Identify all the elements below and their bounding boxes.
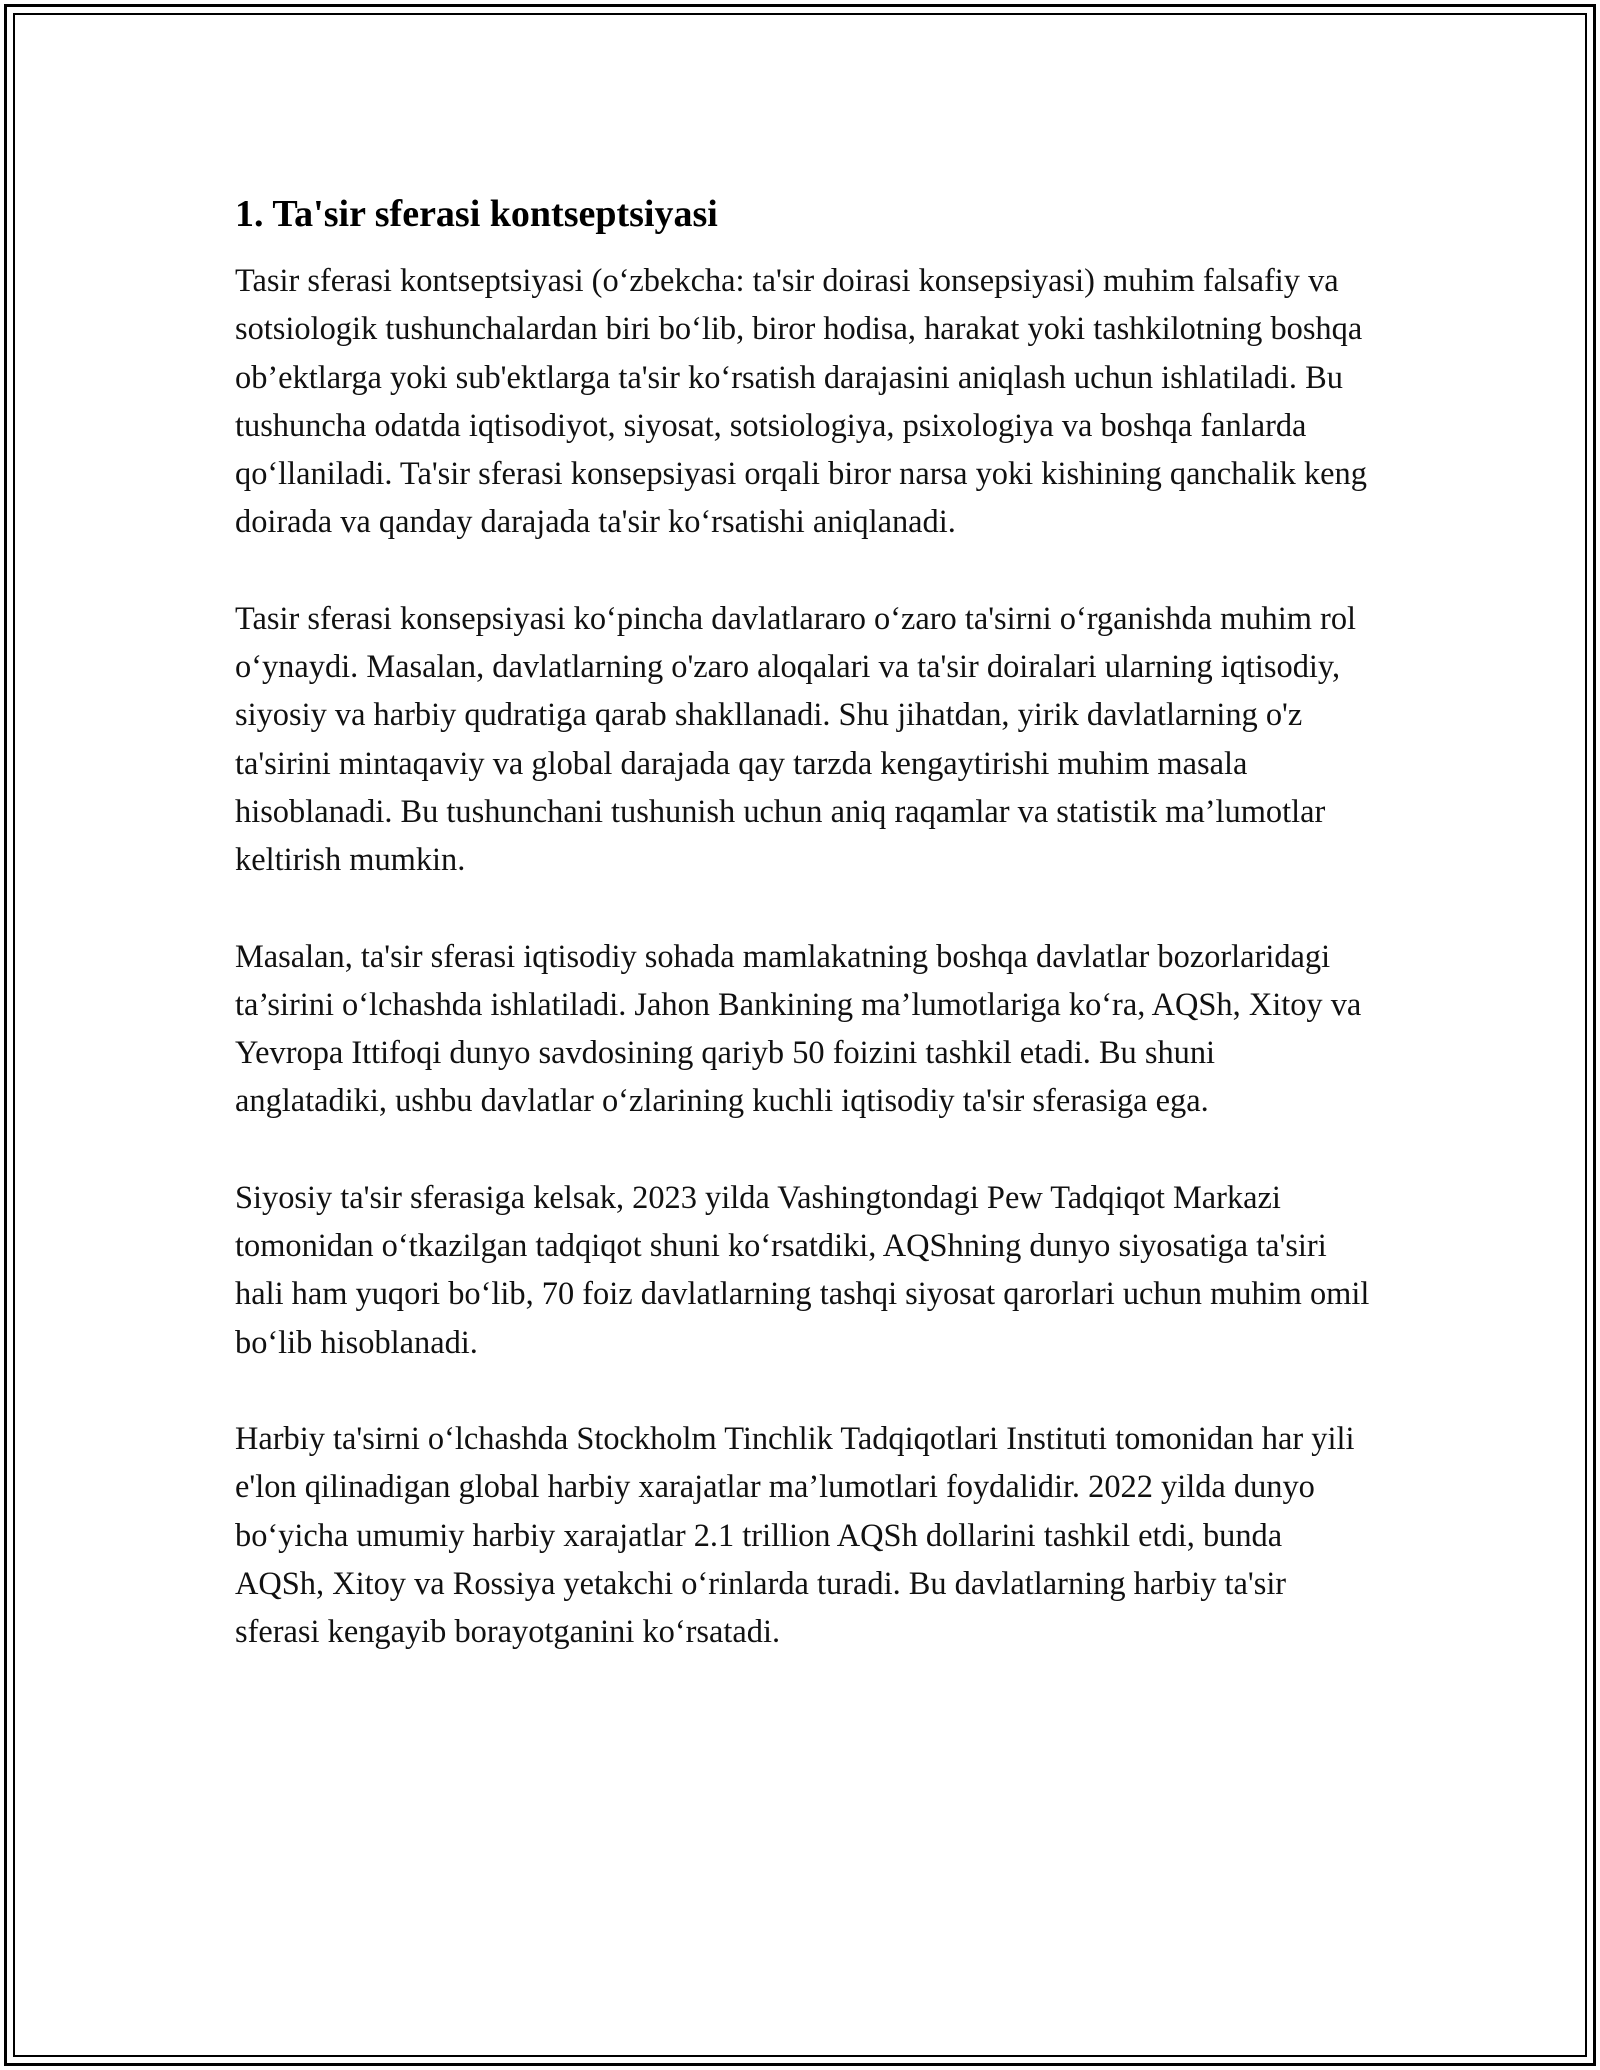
paragraph-interstate-influence: Tasir sferasi konsepsiyasi ko‘pincha davlatlararo o‘zaro ta'sirni o‘rganishda muhim rol o‘ynaydi. Masalan, davlatlarning o'zaro aloqalari va ta'sir doiralari ularning iqtisodiy, siyosiy va harbiy qudratiga qarab shakllanadi. Shu jihatdan, yirik davlatlarning o'z ta'sirini mintaqaviy va global darajada qay tarzda kengaytirishi muhim masala hisoblanadi. Bu tushunchani tushunish uchun aniq raqamlar va statistik ma’lumotlar keltirish mumkin. [235, 600, 1357, 879]
paragraph-concept-definition: Tasir sferasi kontseptsiyasi (o‘zbekcha: ta'sir doirasi konsepsiyasi) muhim falsafiy va sotsiologik tushunchalardan biri bo‘lib, biror hodisa, harakat yoki tashkilotning boshqa ob’ektlarga yoki sub'ektlarga ta'sir ko‘rsatish darajasini aniqlash uchun ishlatiladi. Bu tushuncha odatda iqtisodiyot, siyosat, sotsiologiya, psixologiya va boshqa fanlarda qo‘llaniladi. Ta'sir sferasi konsepsiyasi orqali biror narsa yoki kishining qanchalik keng doirada va qanday darajada ta'sir ko‘rsatishi aniqlanadi. [235, 263, 1367, 541]
document-body [235, 188, 1375, 1704]
paragraph-economic-influence: Masalan, ta'sir sferasi iqtisodiy sohada mamlakatning boshqa davlatlar bozorlaridagi ta’sirini o‘lchashda ishlatiladi. Jahon Bankining ma’lumotlariga ko‘ra, AQSh, Xitoy va Yevropa Ittifoqi dunyo savdosining qariyb 50 foizini tashkil etadi. Bu shuni anglatadiki, ushbu davlatlar o‘zlarining kuchli iqtisodiy ta'sir sferasiga ega. [235, 938, 1362, 1120]
section-heading: 1. Ta'sir sferasi kontseptsiyasi [235, 193, 718, 235]
paragraph-military-influence: Harbiy ta'sirni o‘lchashda Stockholm Tinchlik Tadqiqotlari Instituti tomonidan har yili e'lon qilinadigan global harbiy xarajatlar ma’lumotlari foydalidir. 2022 yilda dunyo bo‘yicha umumiy harbiy xarajatlar 2.1 trillion AQSh dollarini tashkil etdi, bunda AQSh, Xitoy va Rossiya yetakchi o‘rinlarda turadi. Bu davlatlarning harbiy ta'sir sferasi kengayib borayotganini ko‘rsatadi. [235, 1420, 1355, 1651]
paragraph-political-influence: Siyosiy ta'sir sferasiga kelsak, 2023 yilda Vashingtondagi Pew Tadqiqot Markazi tomonidan o‘tkazilgan tadqiqot shuni ko‘rsatdiki, AQShning dunyo siyosatiga ta'siri hali ham yuqori bo‘lib, 70 foiz davlatlarning tashqi siyosat qarorlari uchun muhim omil bo‘lib hisoblanadi. [235, 1179, 1370, 1361]
